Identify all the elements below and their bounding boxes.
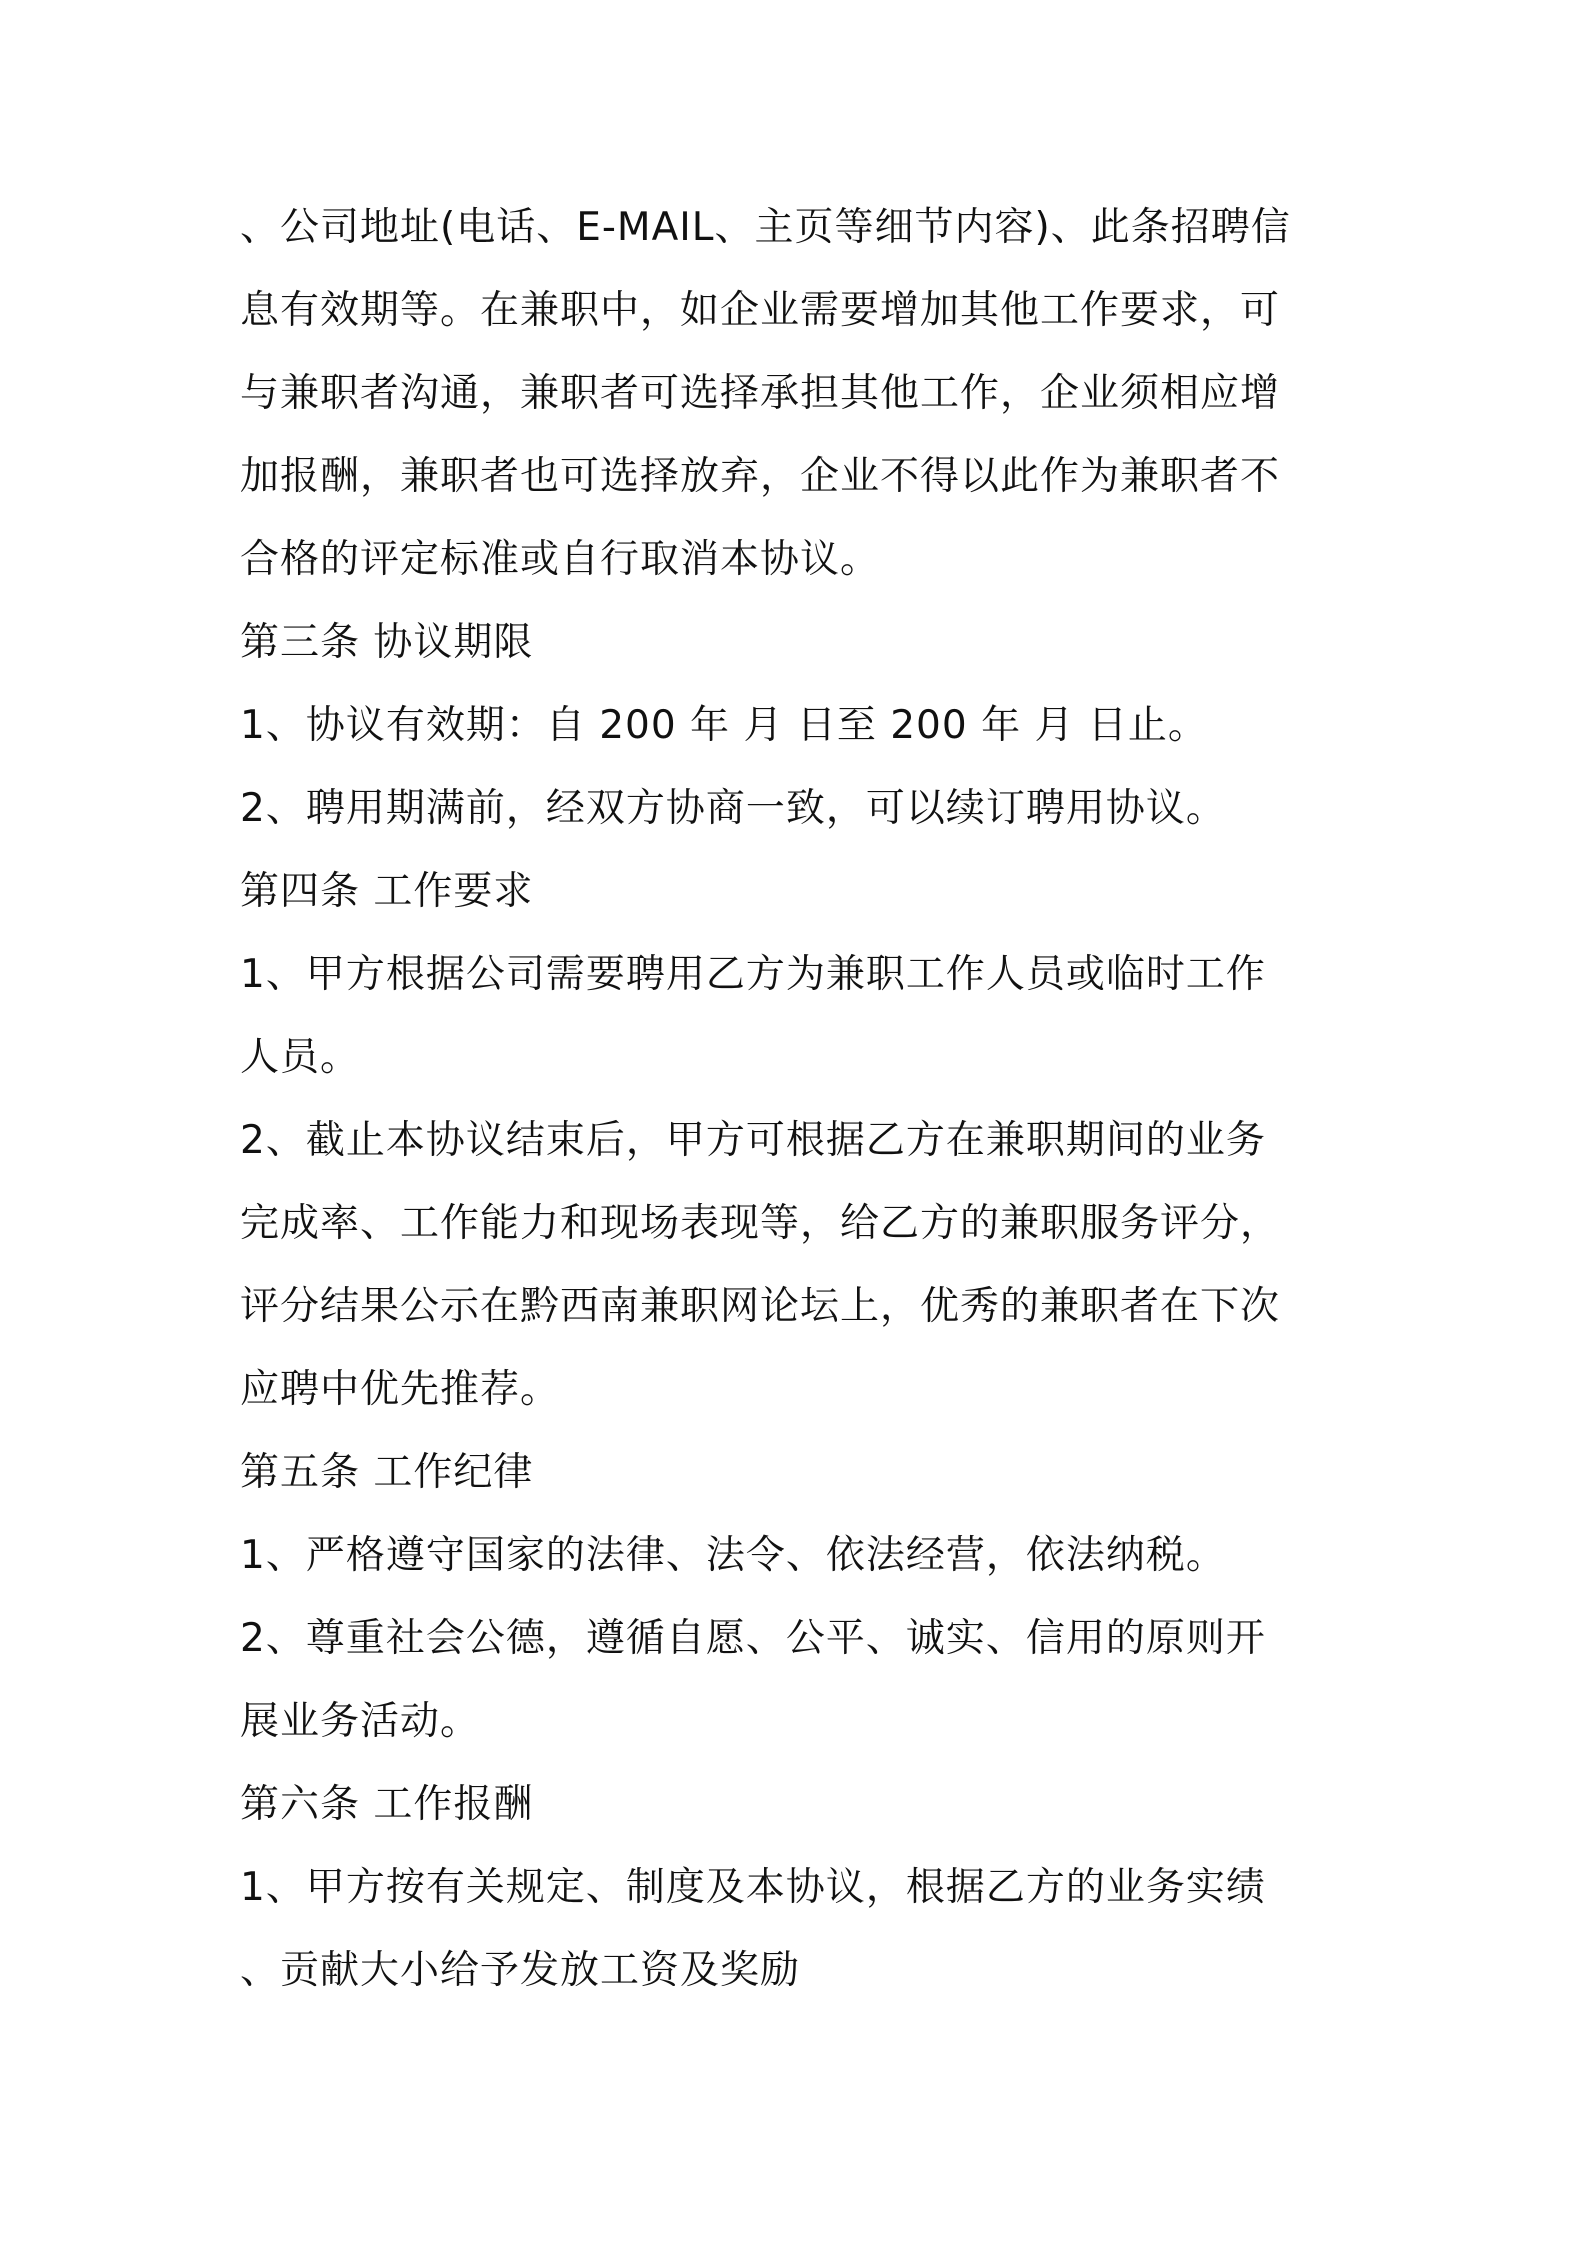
section-heading-6: 第六条 工作报酬 [240,1782,534,1827]
text-line: 应聘中优先推荐。 [240,1367,561,1412]
section-heading-3: 第三条 协议期限 [240,620,534,665]
text-line: 、贡献大小给予发放工资及奖励 [240,1948,801,1993]
text-line: 2、截止本协议结束后，甲方可根据乙方在兼职期间的业务 [240,1118,1266,1163]
text-line: 人员。 [240,1035,361,1080]
text-line: 与兼职者沟通，兼职者可选择承担其他工作，企业须相应增 [240,371,1281,416]
text-line: 1、严格遵守国家的法律、法令、依法经营，依法纳税。 [240,1533,1226,1578]
text-line: 1、协议有效期：自 200 年 月 日至 200 年 月 日止。 [240,703,1208,748]
text-line: 评分结果公示在黔西南兼职网论坛上，优秀的兼职者在下次 [240,1284,1281,1329]
text-line: 2、尊重社会公德，遵循自愿、公平、诚实、信用的原则开 [240,1616,1266,1661]
document-body [240,186,1360,2012]
text-line: 完成率、工作能力和现场表现等，给乙方的兼职服务评分， [240,1201,1281,1246]
text-line: 1、甲方按有关规定、制度及本协议，根据乙方的业务实绩 [240,1865,1266,1910]
text-line: 2、聘用期满前，经双方协商一致，可以续订聘用协议。 [240,786,1226,831]
text-line: 加报酬，兼职者也可选择放弃，企业不得以此作为兼职者不 [240,454,1281,499]
text-line: 展业务活动。 [240,1699,481,1744]
text-line: 合格的评定标准或自行取消本协议。 [240,537,881,582]
section-heading-4: 第四条 工作要求 [240,869,534,914]
text-line: 、公司地址(电话、E-MAIL、主页等细节内容)、此条招聘信 [240,205,1291,250]
text-line: 息有效期等。在兼职中，如企业需要增加其他工作要求，可 [240,288,1281,333]
text-line: 1、甲方根据公司需要聘用乙方为兼职工作人员或临时工作 [240,952,1266,997]
section-heading-5: 第五条 工作纪律 [240,1450,534,1495]
